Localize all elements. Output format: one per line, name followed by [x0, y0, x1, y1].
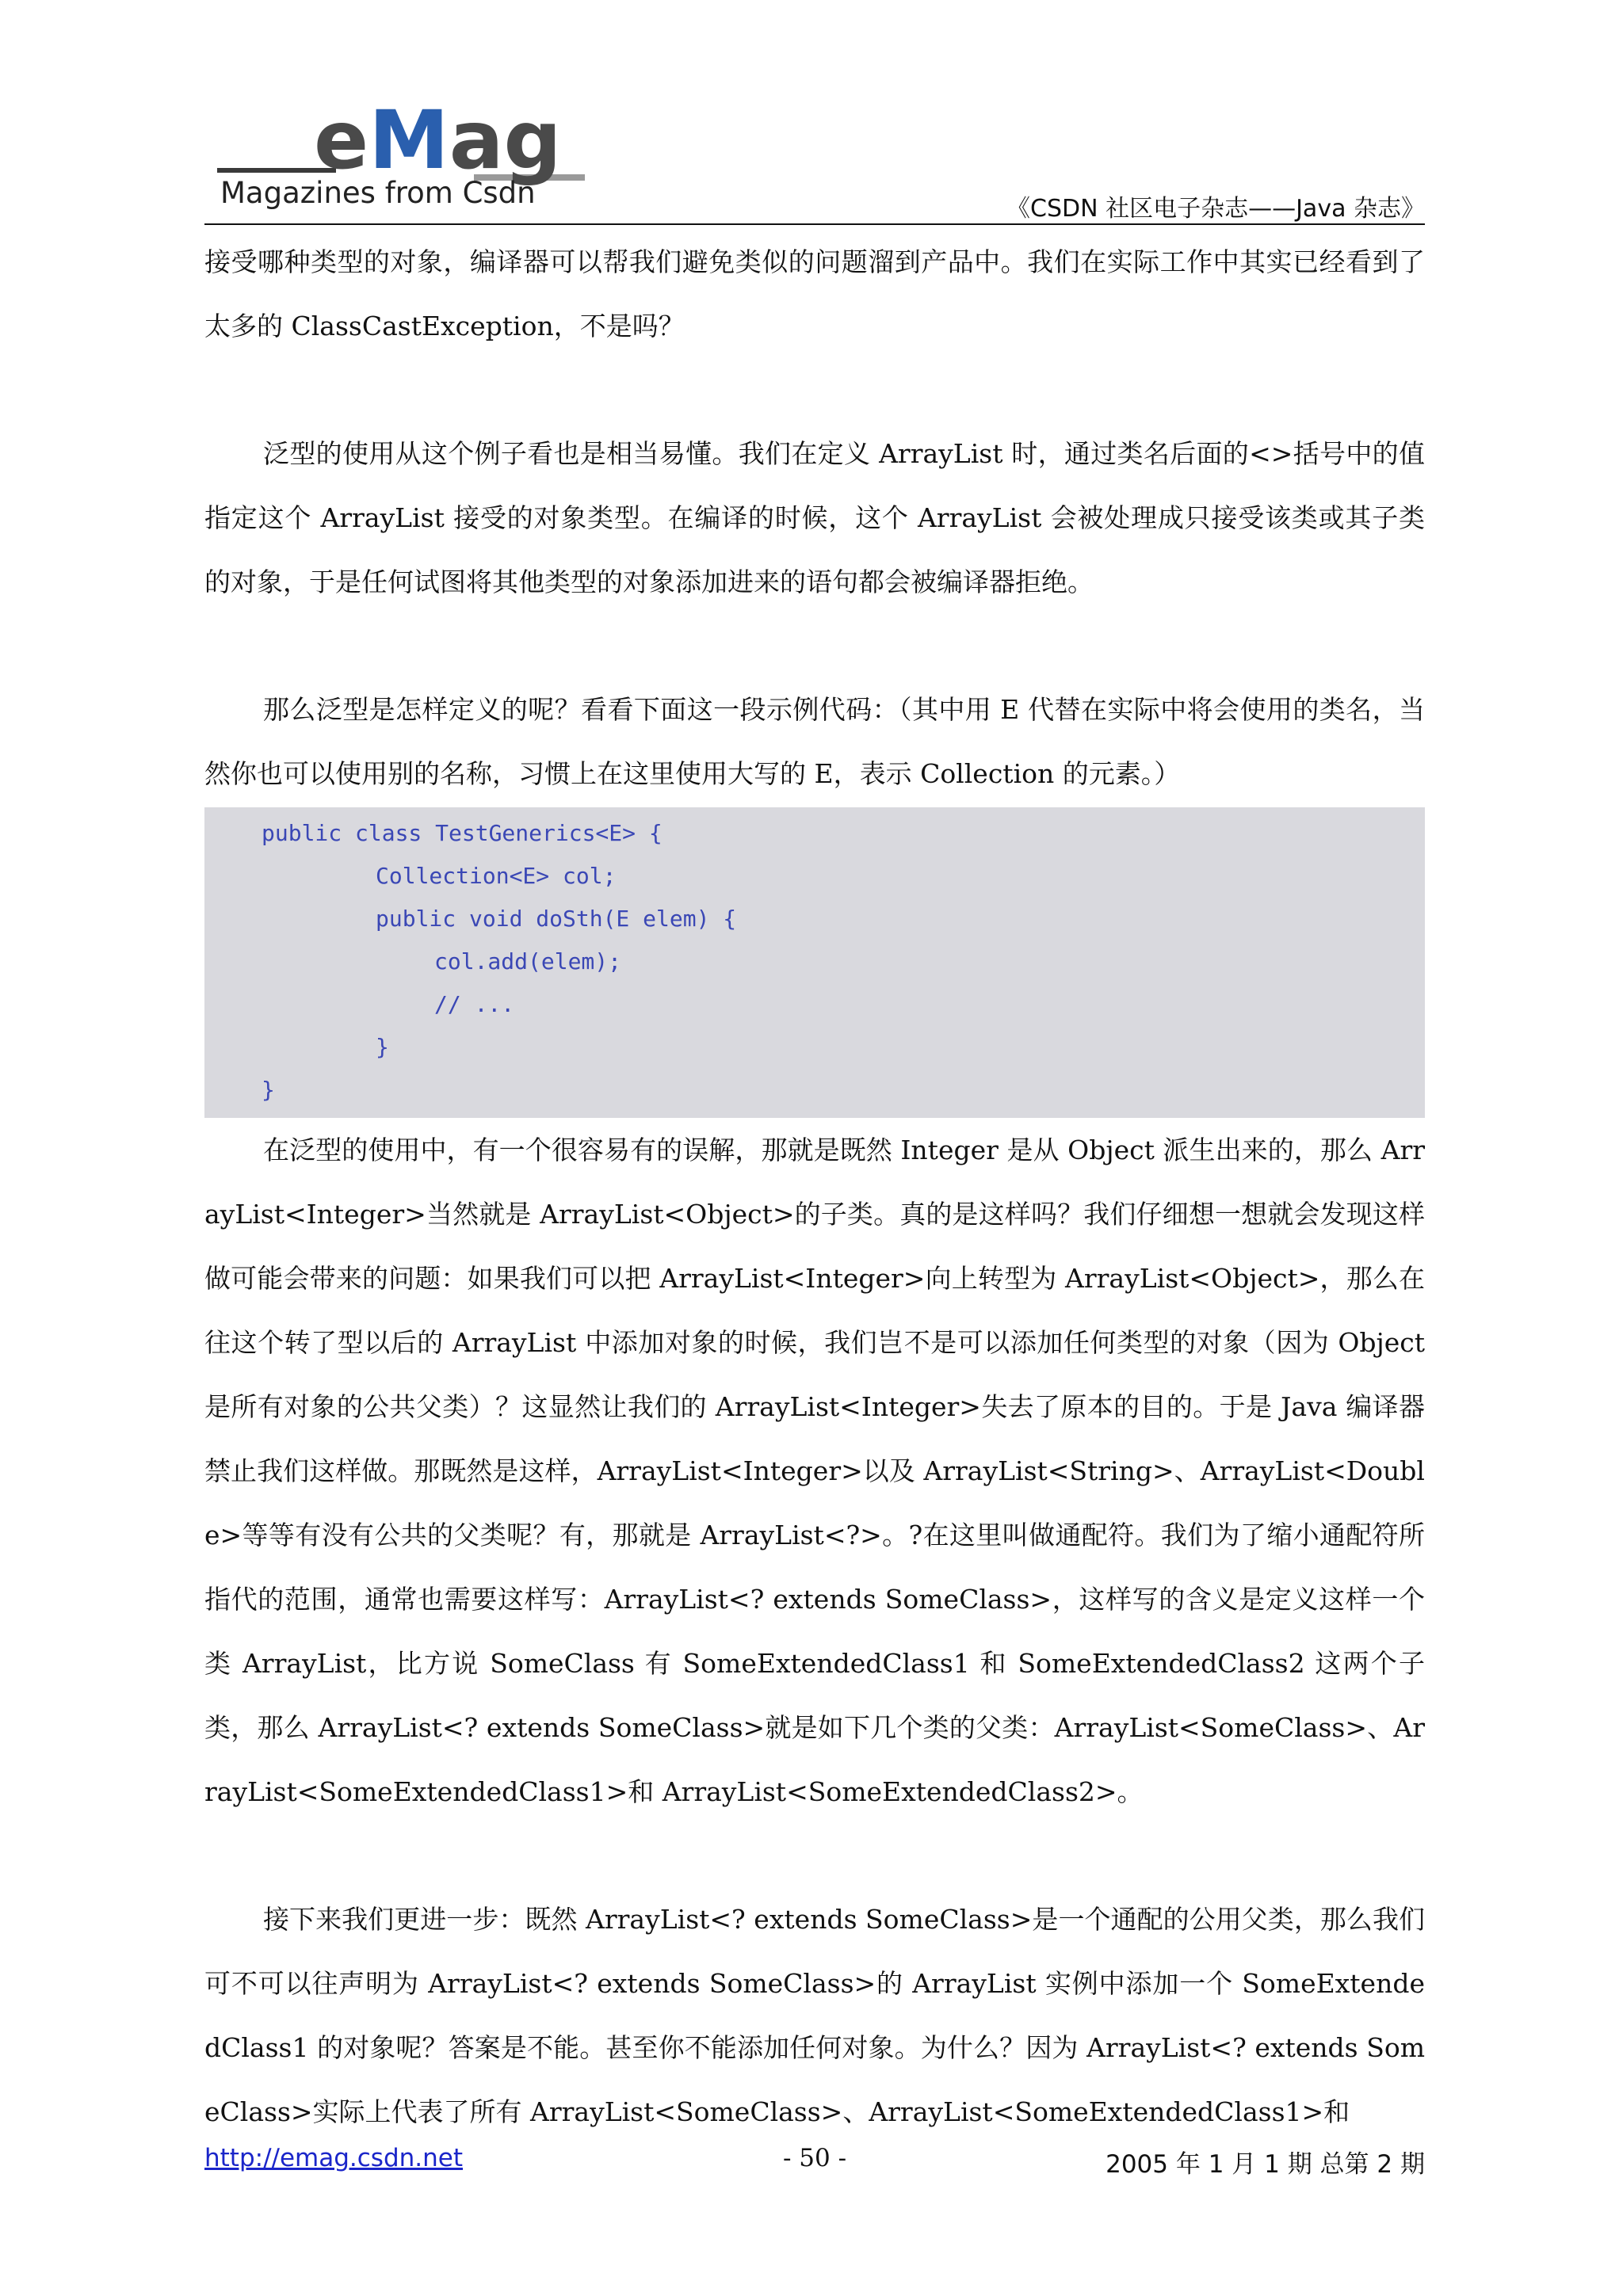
- footer-url-link[interactable]: http://emag.csdn.net: [204, 2144, 464, 2172]
- article-body: [204, 230, 1425, 2144]
- issue-info: 2005 年 1 月 1 期 总第 2 期: [1106, 2150, 1425, 2179]
- paragraph-gap: [204, 1824, 1425, 1887]
- code-line: col.add(elem);: [434, 948, 622, 974]
- emag-logo-graphic: [212, 95, 609, 214]
- code-sample: [204, 807, 1425, 1118]
- paragraph-2: 泛型的使用从这个例子看也是相当易懂。我们在定义 ArrayList 时，通过类名后面的<>括号中的值指定这个 ArrayList 接受的对象类型。在编译的时候，这个 ArrayList 会被处理成只接受该类或其子类的对象，于是任何试图将其他类型的对象添加进来的语句都会被编译器拒绝。: [204, 438, 1425, 597]
- paragraph-3: 那么泛型是怎样定义的呢？看看下面这一段示例代码：（其中用 E 代替在实际中将会使用的类名，当然你也可以使用别的名称，习惯上在这里使用大写的 E，表示 Collection 的元素。）: [204, 694, 1425, 789]
- code-line: }: [262, 1077, 275, 1103]
- header-divider: [204, 223, 1425, 225]
- code-line: public void doSth(E elem) {: [376, 906, 737, 932]
- paragraph-5: 接下来我们更进一步：既然 ArrayList<? extends SomeClass>是一个通配的公用父类，那么我们可不可以往声明为 ArrayList<? extends SomeClass>的 ArrayList 实例中添加一个 SomeExtendedClass1 的对象呢？答案是不能。甚至你不能添加任何对象。为什么？因为 ArrayList<? extends SomeClass>实际上代表了所有 ArrayList<SomeClass>、ArrayList<SomeExtendedClass1>和: [204, 1904, 1425, 2127]
- logo-tagline-text: Magazines from Csdn: [220, 176, 536, 210]
- magazine-title: 《CSDN 社区电子杂志——Java 杂志》: [1006, 195, 1425, 223]
- paragraph-gap: [204, 614, 1425, 677]
- emag-logo: [212, 95, 609, 214]
- paragraph-4: 在泛型的使用中，有一个很容易有的误解，那就是既然 Integer 是从 Object 派生出来的，那么 ArrayList<Integer>当然就是 ArrayList<Object>的子类。真的是这样吗？我们仔细想一想就会发现这样做可能会带来的问题：如果我们可以把 ArrayList<Integer>向上转型为 ArrayList<Object>，那么在往这个转了型以后的 ArrayList 中添加对象的时候，我们岂不是可以添加任何类型的对象（因为 Object 是所有对象的公共父类）？这显然让我们的 ArrayList<Integer>失去了原本的目的。于是 Java 编译器禁止我们这样做。那既然是这样，ArrayList<Integer>以及 ArrayList<String>、ArrayList<Double>等等有没有公共的父类呢？有，那就是 ArrayList<?>。?在这里叫做通配符。我们为了缩小通配符所指代的范围，通常也需要这样写：ArrayList<? extends SomeClass>，这样写的含义是定义这样一个类 ArrayList，比方说 SomeClass 有 SomeExtendedClass1 和 SomeExtendedClass2 这两个子类，那么 ArrayList<? extends SomeClass>就是如下几个类的父类：ArrayList<SomeClass>、ArrayList<SomeExtendedClass1>和 ArrayList<SomeExtendedClass2>。: [204, 1135, 1425, 1807]
- logo-brand-text: eMag: [314, 95, 562, 188]
- page-footer: [204, 2144, 1425, 2179]
- paragraph-1: 接受哪种类型的对象，编译器可以帮我们避免类似的问题溜到产品中。我们在实际工作中其实已经看到了太多的 ClassCastException，不是吗？: [204, 246, 1425, 341]
- paragraph-gap: [204, 358, 1425, 421]
- code-line: public class TestGenerics<E> {: [262, 820, 663, 846]
- code-line: // ...: [434, 991, 515, 1017]
- code-line: }: [376, 1034, 389, 1060]
- page-number: - 50 -: [782, 2144, 847, 2172]
- code-line: Collection<E> col;: [376, 863, 617, 889]
